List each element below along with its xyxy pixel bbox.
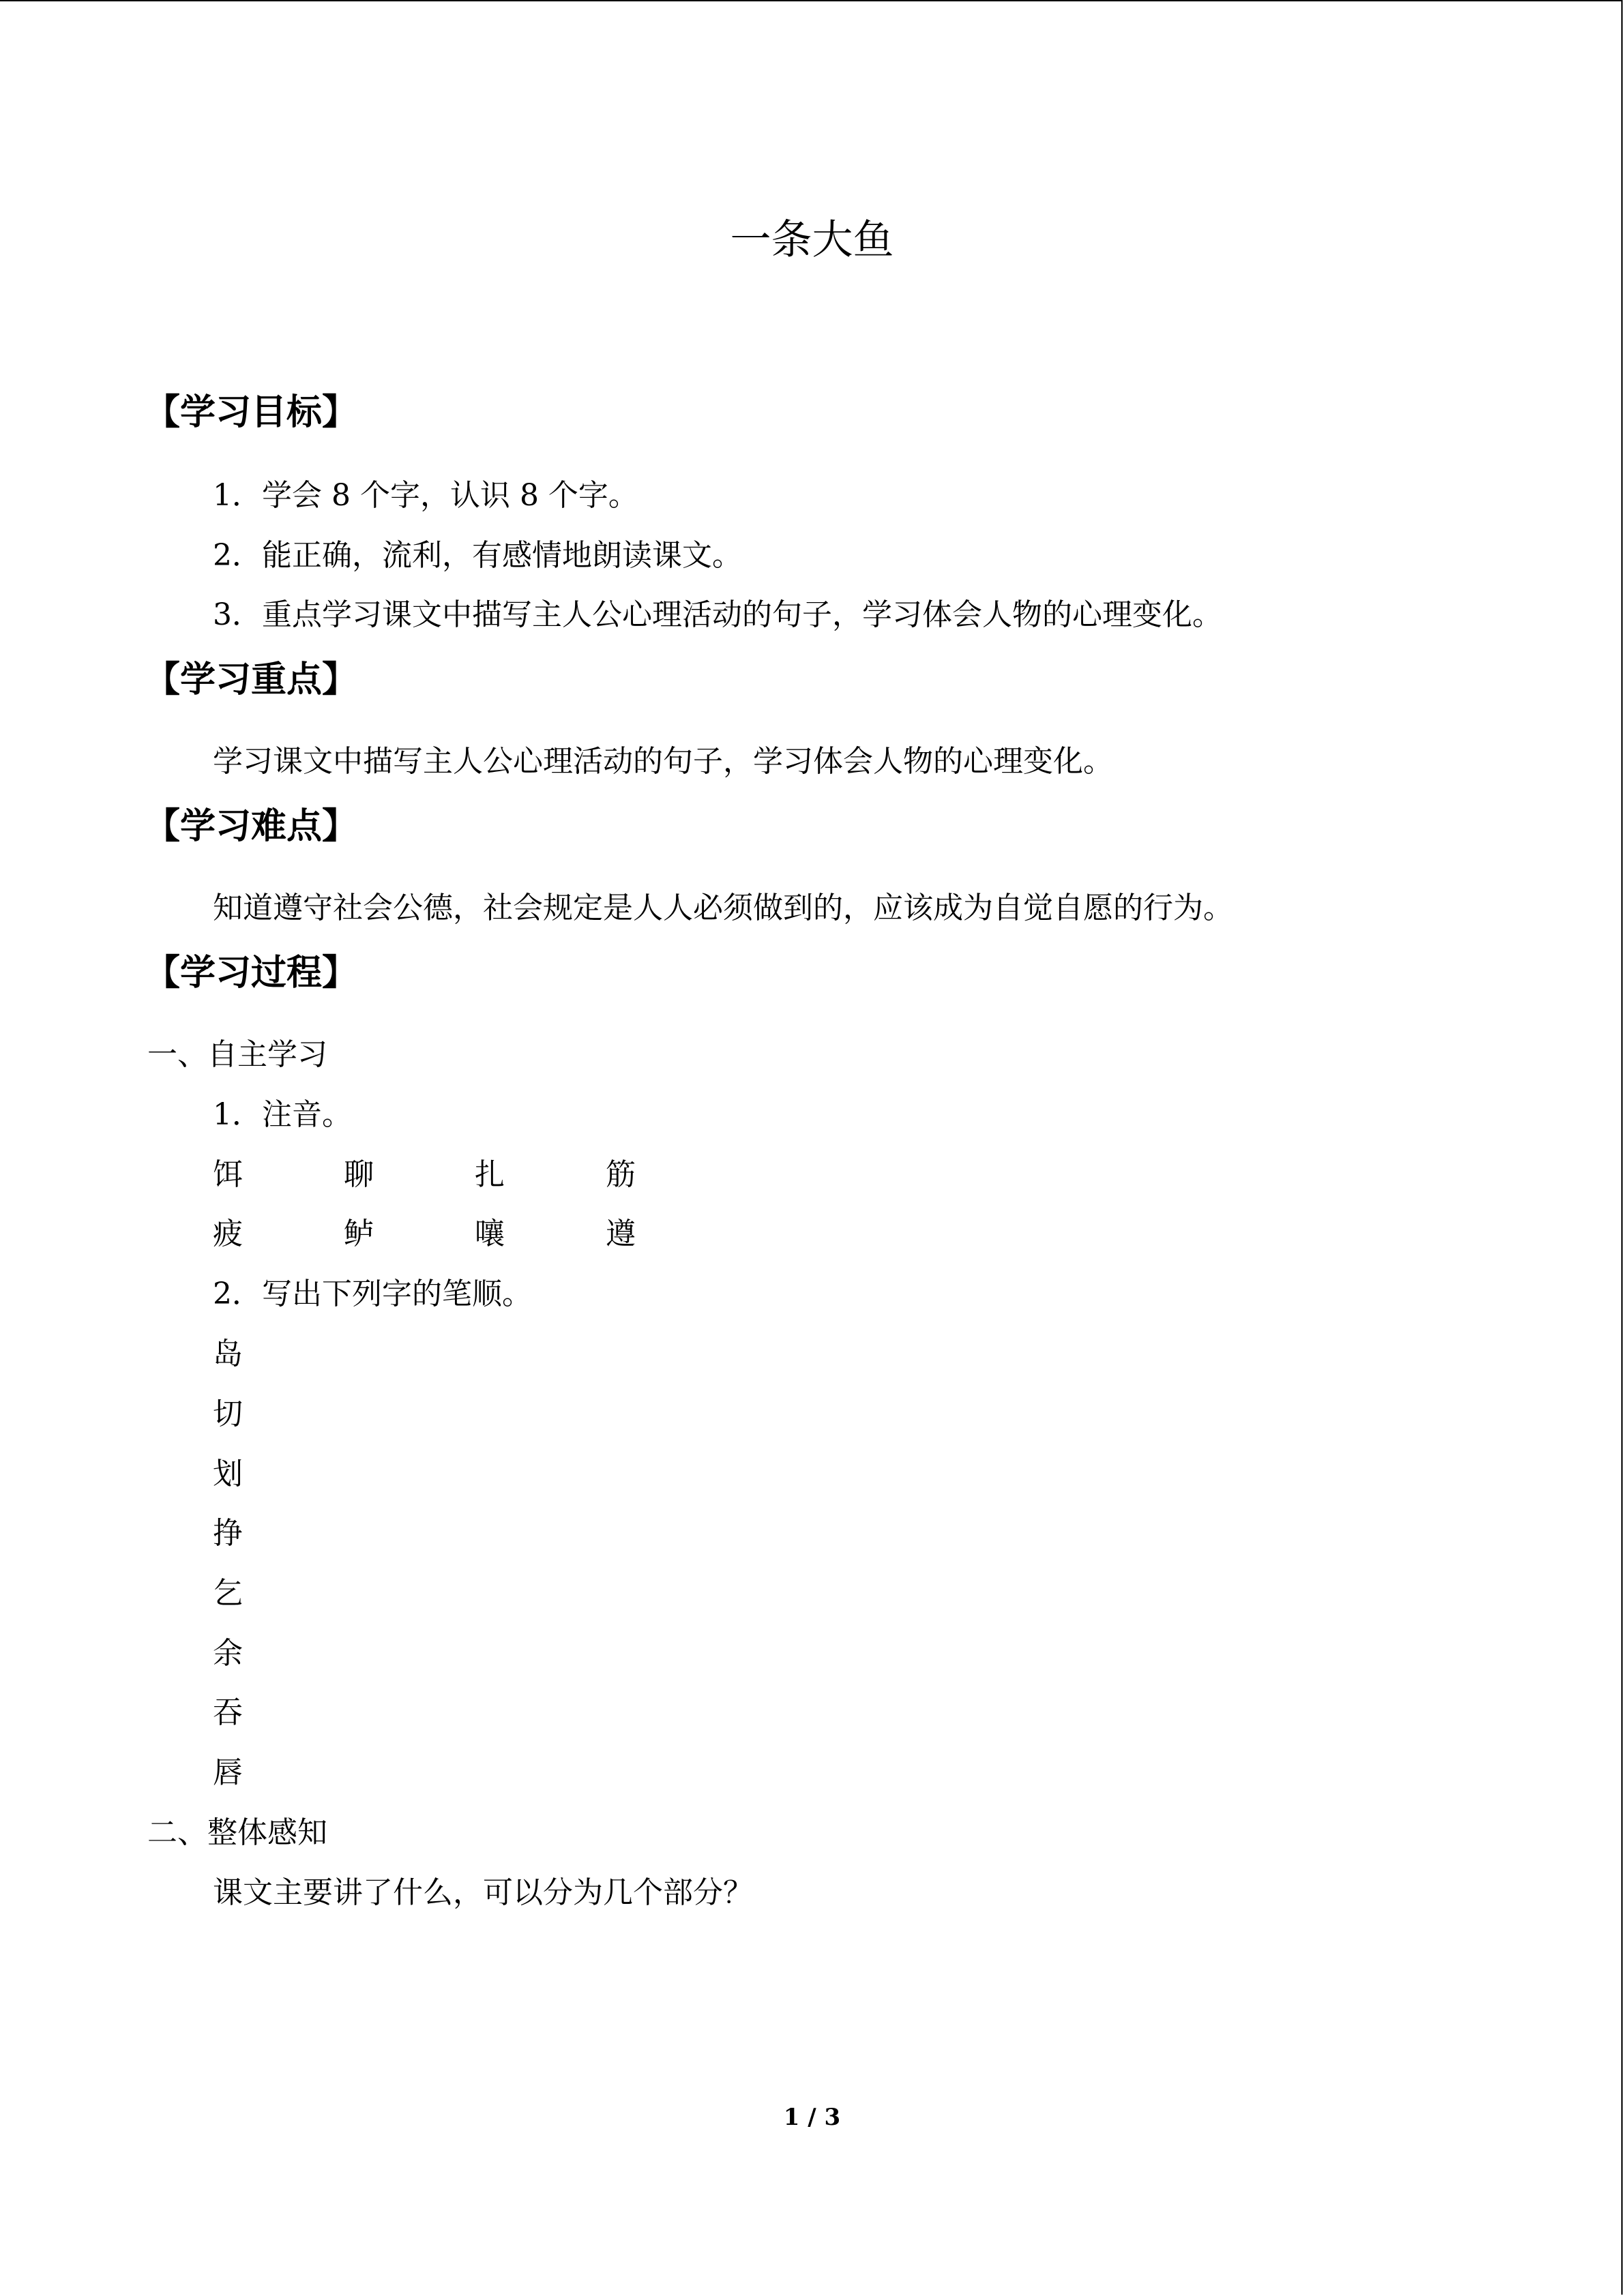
page-number: 1 / 3 (783, 2104, 841, 2131)
key-points-text: 学习课文中描写主人公心理活动的句子，学习体会人物的心理变化。 (213, 744, 1113, 779)
part2-question: 课文主要讲了什么，可以分为几个部分？ (213, 1875, 753, 1910)
goal-item-3: 3．重点学习课文中描写主人公心理活动的句子，学习体会人物的心理变化。 (213, 597, 1222, 632)
stroke-char: 余 (213, 1636, 243, 1671)
goals-heading: 【学习目标】 (145, 392, 358, 433)
stroke-char: 岛 (213, 1337, 243, 1371)
pinyin-char: 嚷 (475, 1217, 505, 1251)
pinyin-row-2 (213, 1214, 737, 1255)
stroke-char: 切 (213, 1397, 243, 1431)
key-points-heading: 【学习重点】 (145, 659, 358, 700)
pinyin-char: 遵 (606, 1217, 636, 1251)
pinyin-char: 饵 (213, 1157, 243, 1192)
pinyin-char: 筋 (606, 1157, 636, 1192)
page-title: 一条大鱼 (730, 216, 894, 264)
difficulties-heading: 【学习难点】 (145, 806, 358, 847)
question-1: 1．注音。 (213, 1097, 352, 1132)
pinyin-char: 聊 (344, 1157, 374, 1192)
part2-title: 二、整体感知 (147, 1815, 327, 1850)
stroke-char: 挣 (213, 1516, 243, 1551)
part1-title: 一、自主学习 (147, 1037, 327, 1072)
question-2: 2．写出下列字的笔顺。 (213, 1277, 532, 1311)
stroke-char: 唇 (213, 1755, 243, 1790)
process-heading: 【学习过程】 (145, 953, 358, 994)
pinyin-char: 鲈 (344, 1217, 374, 1251)
goal-item-2: 2．能正确，流利，有感情地朗读课文。 (213, 538, 742, 573)
pinyin-char: 疲 (213, 1217, 243, 1251)
stroke-char: 乞 (213, 1576, 243, 1611)
pinyin-row-1 (213, 1154, 737, 1195)
stroke-char: 划 (213, 1457, 243, 1491)
goal-item-1: 1．学会 8 个字，认识 8 个字。 (213, 478, 638, 513)
stroke-char: 吞 (213, 1695, 243, 1730)
pinyin-char: 扎 (475, 1157, 505, 1192)
difficulties-text: 知道遵守社会公德，社会规定是人人必须做到的，应该成为自觉自愿的行为。 (213, 891, 1233, 925)
